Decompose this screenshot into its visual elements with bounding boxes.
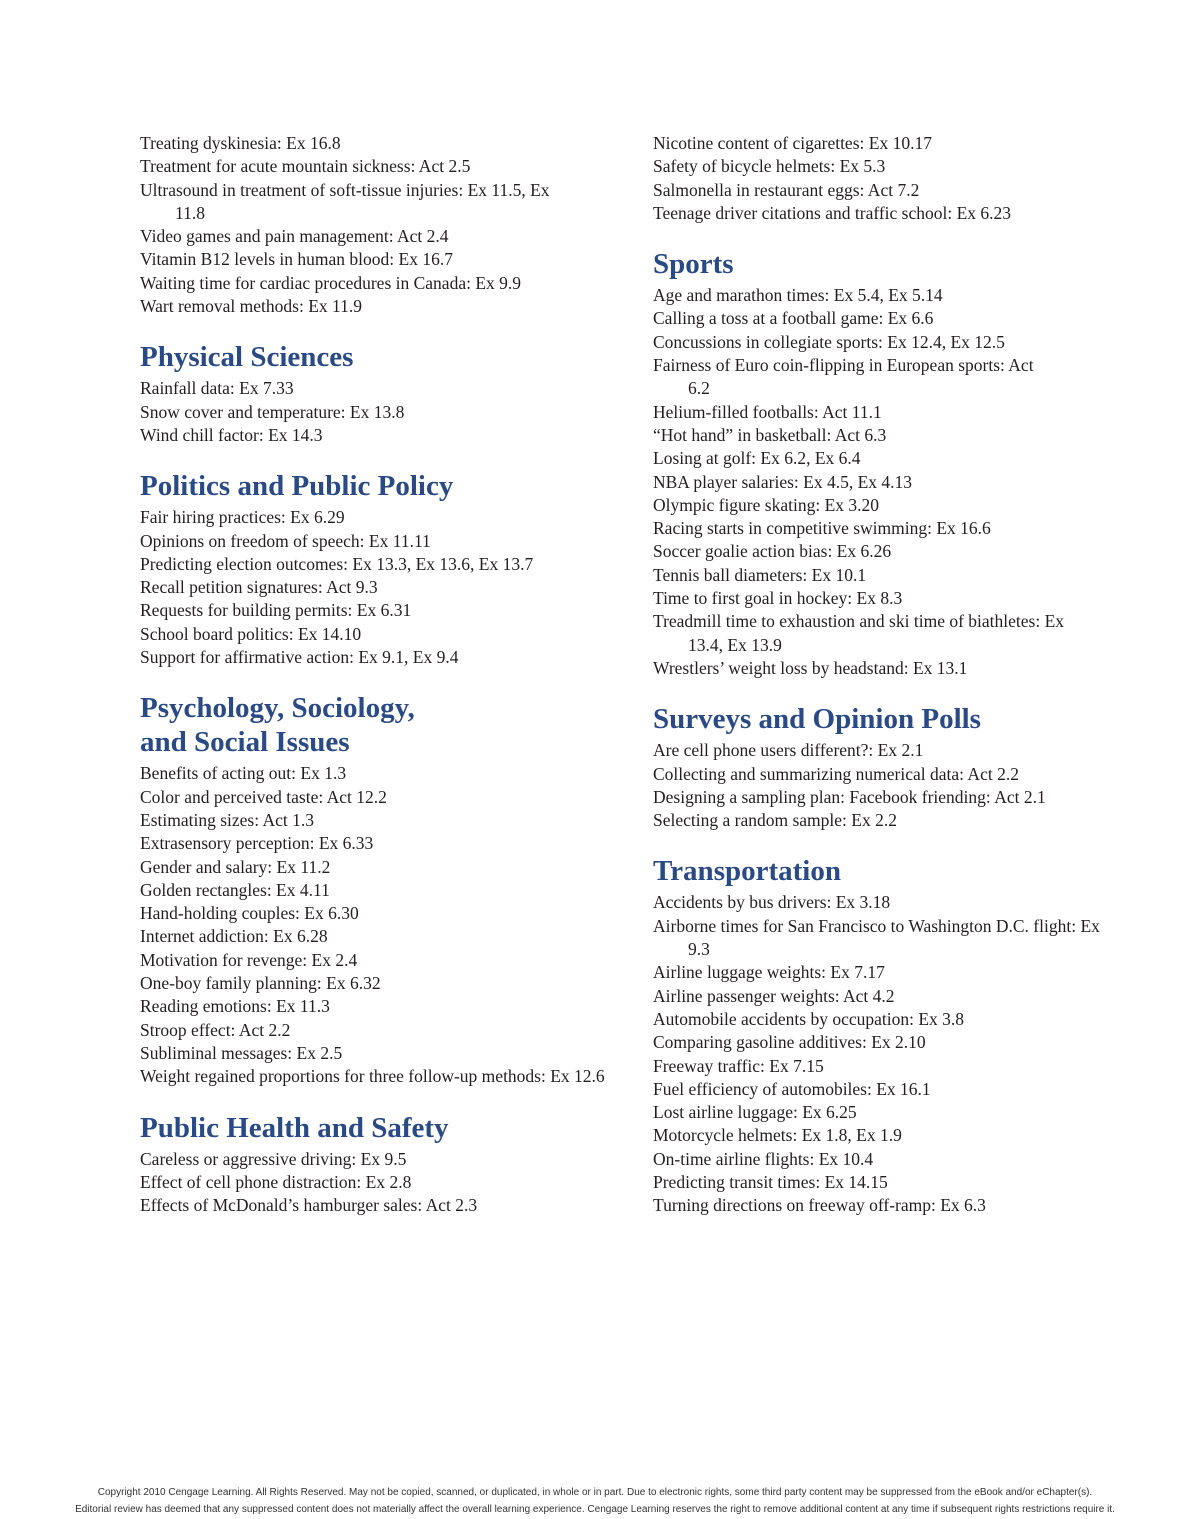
index-entry: School board politics: Ex 14.10: [140, 623, 362, 644]
index-entry: Weight regained proportions for three follow-up methods: Ex 12.6: [140, 1066, 605, 1087]
index-entry: Ultrasound in treatment of soft-tissue injuries: Ex 11.5, Ex 11.8: [140, 179, 550, 223]
index-entry: Teenage driver citations and traffic school: Ex 6.23: [653, 202, 1012, 223]
index-entry: Waiting time for cardiac procedures in Canada: Ex 9.9: [140, 272, 522, 293]
index-entry: Golden rectangles: Ex 4.11: [140, 879, 330, 900]
index-entry: Predicting election outcomes: Ex 13.3, Ex 13.6, Ex 13.7: [140, 553, 534, 574]
index-entry: Color and perceived taste: Act 12.2: [140, 786, 387, 807]
section-heading: [140, 691, 610, 759]
index-entry: Helium-filled footballs: Act 11.1: [653, 401, 882, 422]
section-physical-sciences: [140, 340, 610, 447]
section-heading: Public Health and Safety: [140, 1111, 449, 1144]
index-entry: Effect of cell phone distraction: Ex 2.8: [140, 1171, 412, 1192]
index-entry: Vitamin B12 levels in human blood: Ex 16.7: [140, 249, 453, 270]
section-transportation: [653, 854, 1153, 1217]
footer-line: Editorial review has deemed that any suppressed content does not materially affect the overall learning experience. Cengage Learning reserves the right to remove additional content at any time if subsequent rights restrictions require it.: [75, 1504, 1115, 1515]
index-entry: Fuel efficiency of automobiles: Ex 16.1: [653, 1078, 931, 1099]
section-sports: [653, 247, 1153, 680]
footer-line: Copyright 2010 Cengage Learning. All Rights Reserved. May not be copied, scanned, or duplicated, in whole or in part. Due to electronic rights, some third party content may be suppressed from the eBook and/or eChapter(s).: [97, 1487, 1093, 1498]
index-entry: Soccer goalie action bias: Ex 6.26: [653, 541, 892, 562]
index-entry: Accidents by bus drivers: Ex 3.18: [653, 892, 891, 913]
index-entry: Racing starts in competitive swimming: Ex 16.6: [653, 518, 991, 539]
index-entry: “Hot hand” in basketball: Act 6.3: [653, 424, 887, 445]
index-entry: Automobile accidents by occupation: Ex 3.8: [653, 1008, 965, 1029]
index-entry: Estimating sizes: Act 1.3: [140, 809, 315, 830]
index-entry: Airline passenger weights: Act 4.2: [653, 985, 895, 1006]
index-entry: Support for affirmative action: Ex 9.1, Ex 9.4: [140, 647, 459, 668]
index-entry: Reading emotions: Ex 11.3: [140, 996, 330, 1017]
section-heading: Physical Sciences: [140, 341, 354, 374]
index-entry: Snow cover and temperature: Ex 13.8: [140, 401, 405, 422]
section-heading: Surveys and Opinion Polls: [653, 703, 981, 736]
index-entry: One-boy family planning: Ex 6.32: [140, 973, 381, 994]
section-heading: Transportation: [653, 855, 841, 888]
index-entry: Designing a sampling plan: Facebook friending: Act 2.1: [653, 786, 1046, 807]
index-entry: Wart removal methods: Ex 11.9: [140, 296, 362, 317]
right-column: [653, 132, 1153, 1218]
index-entry: Treadmill time to exhaustion and ski time of biathletes: Ex 13.4, Ex 13.9: [653, 611, 1065, 655]
index-entry: Fairness of Euro coin-flipping in European sports: Act 6.2: [653, 355, 1034, 399]
copyright-footer: [0, 1484, 1190, 1518]
index-entry: Recall petition signatures: Act 9.3: [140, 577, 378, 598]
index-entry: Concussions in collegiate sports: Ex 12.4, Ex 12.5: [653, 331, 1005, 352]
section-public-health-safety: [140, 1111, 610, 1218]
index-entry: Time to first goal in hockey: Ex 8.3: [653, 588, 903, 609]
index-entry: On-time airline flights: Ex 10.4: [653, 1148, 874, 1169]
index-entry: NBA player salaries: Ex 4.5, Ex 4.13: [653, 471, 913, 492]
index-entry: Benefits of acting out: Ex 1.3: [140, 763, 347, 784]
index-entry: Airline luggage weights: Ex 7.17: [653, 962, 885, 983]
index-entry: Treatment for acute mountain sickness: Act 2.5: [140, 156, 471, 177]
index-entry: Rainfall data: Ex 7.33: [140, 378, 294, 399]
index-entry: Predicting transit times: Ex 14.15: [653, 1171, 888, 1192]
index-entry: Freeway traffic: Ex 7.15: [653, 1055, 824, 1076]
index-entry: Video games and pain management: Act 2.4: [140, 226, 449, 247]
index-entry: Comparing gasoline additives: Ex 2.10: [653, 1032, 926, 1053]
index-entry: Olympic figure skating: Ex 3.20: [653, 494, 880, 515]
section-heading: Sports: [653, 248, 734, 281]
index-entry: Subliminal messages: Ex 2.5: [140, 1042, 343, 1063]
index-entry: Lost airline luggage: Ex 6.25: [653, 1102, 857, 1123]
index-entry: Careless or aggressive driving: Ex 9.5: [140, 1148, 407, 1169]
index-entry: Requests for building permits: Ex 6.31: [140, 600, 412, 621]
index-entry: Airborne times for San Francisco to Washington D.C. flight: Ex 9.3: [653, 915, 1100, 960]
section-heading-line: and Social Issues: [140, 726, 350, 759]
index-entry: Stroop effect: Act 2.2: [140, 1019, 291, 1040]
index-entry: Motorcycle helmets: Ex 1.8, Ex 1.9: [653, 1125, 902, 1146]
index-entry: Nicotine content of cigarettes: Ex 10.17: [653, 133, 932, 153]
index-entry: Internet addiction: Ex 6.28: [140, 926, 328, 947]
index-entry: Treating dyskinesia: Ex 16.8: [140, 133, 341, 153]
index-entry: Selecting a random sample: Ex 2.2: [653, 810, 897, 831]
index-entry: Losing at golf: Ex 6.2, Ex 6.4: [653, 448, 861, 469]
index-entry: Opinions on freedom of speech: Ex 11.11: [140, 530, 431, 551]
section-heading-line: Psychology, Sociology,: [140, 692, 415, 725]
index-entry: Calling a toss at a football game: Ex 6.6: [653, 308, 934, 329]
index-entry: Effects of McDonald’s hamburger sales: Act 2.3: [140, 1195, 478, 1216]
section-psychology-sociology: [140, 691, 610, 1088]
index-entry: Are cell phone users different?: Ex 2.1: [653, 740, 924, 761]
index-entry: Collecting and summarizing numerical data: Act 2.2: [653, 763, 1019, 784]
index-entry: Motivation for revenge: Ex 2.4: [140, 949, 358, 970]
index-entry: Age and marathon times: Ex 5.4, Ex 5.14: [653, 285, 943, 306]
index-entry: Tennis ball diameters: Ex 10.1: [653, 564, 867, 585]
section-politics-public-policy: [140, 469, 610, 669]
index-entry: Wind chill factor: Ex 14.3: [140, 424, 323, 445]
index-entry: Salmonella in restaurant eggs: Act 7.2: [653, 179, 920, 200]
index-entry: Safety of bicycle helmets: Ex 5.3: [653, 156, 886, 177]
index-entry: Wrestlers’ weight loss by headstand: Ex 13.1: [653, 657, 968, 678]
index-entry: Gender and salary: Ex 11.2: [140, 856, 331, 877]
left-column: [140, 132, 610, 1217]
index-entry: Fair hiring practices: Ex 6.29: [140, 507, 345, 528]
section-surveys-opinion-polls: [653, 702, 1153, 832]
index-entry: Hand-holding couples: Ex 6.30: [140, 903, 359, 924]
continued-entries-left: [140, 132, 610, 318]
section-heading: Politics and Public Policy: [140, 470, 454, 503]
continued-entries-right: [653, 132, 1153, 225]
index-entry: Turning directions on freeway off-ramp: Ex 6.3: [653, 1195, 986, 1216]
index-entry: Extrasensory perception: Ex 6.33: [140, 833, 374, 854]
